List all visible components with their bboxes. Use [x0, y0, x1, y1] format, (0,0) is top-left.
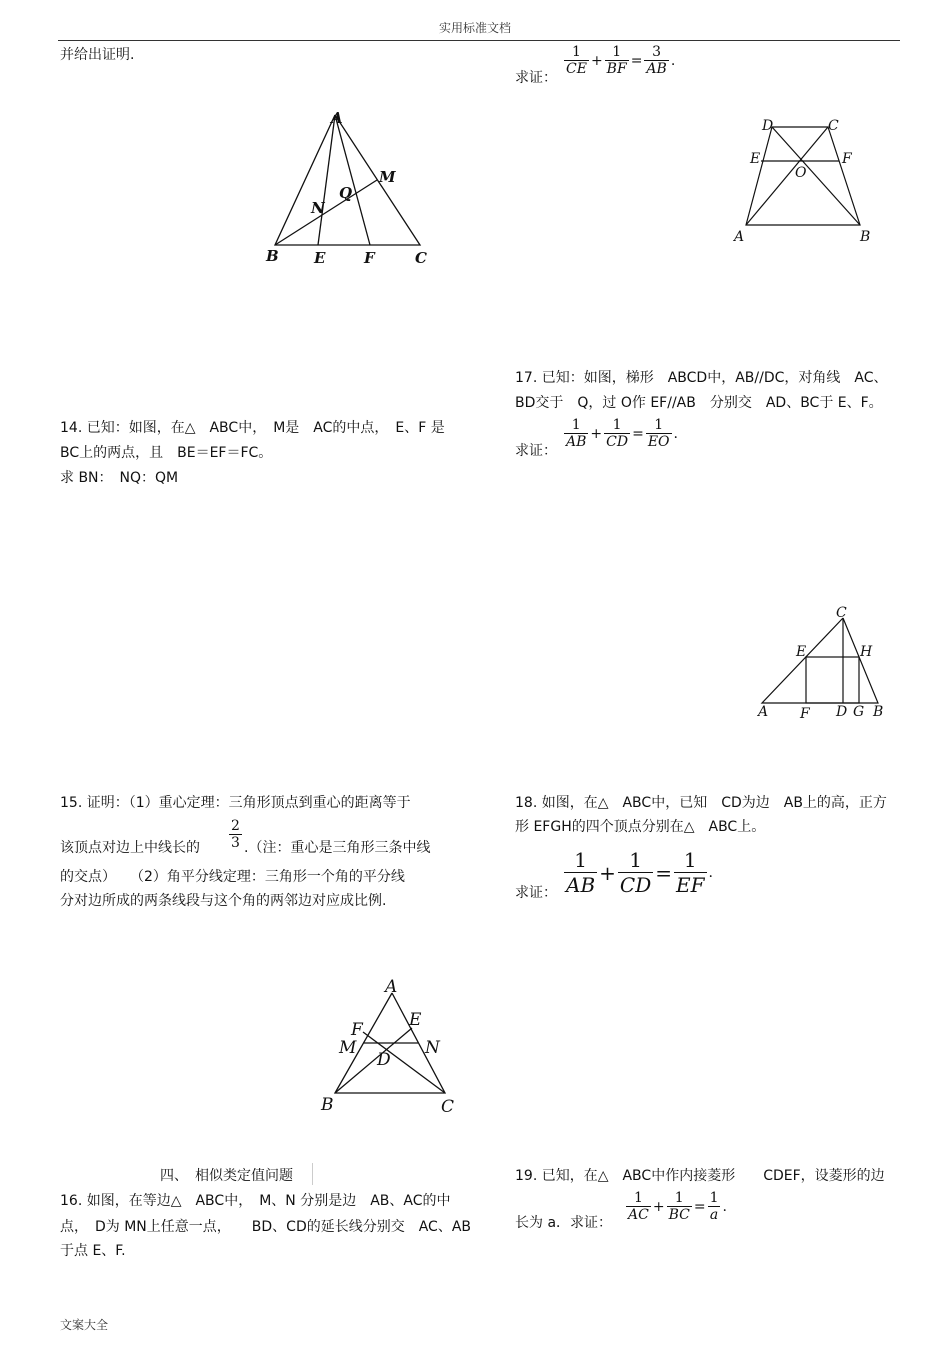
fig18-label-a: A	[758, 704, 769, 720]
eq2-den-3: EO	[647, 434, 670, 450]
p15-line-2-pre: 该顶点对边上中线长的	[60, 840, 200, 856]
eq2-period: .	[673, 425, 678, 442]
fig18-label-h: H	[860, 644, 873, 660]
eq2-num-1: 1	[571, 417, 581, 433]
fig17-label-f: F	[842, 151, 852, 167]
fig18-label-e: E	[796, 644, 807, 660]
fig18-label-b: B	[873, 704, 884, 720]
eq1-den-3: AB	[646, 61, 667, 77]
eq1-period: .	[670, 52, 676, 69]
eq1-num-3: 3	[652, 44, 662, 60]
fig16-label-b: B	[321, 1095, 334, 1115]
fig16-label-f: F	[351, 1020, 363, 1040]
eq3-den-1: AB	[566, 873, 596, 897]
eq1-den-1: CE	[566, 61, 587, 77]
p15-line-4: 分对边所成的两条线段与这个角的两邻边对应成比例.	[60, 893, 387, 909]
eq4-num-1: 1	[633, 1190, 643, 1206]
eq3-den-2: CD	[619, 873, 652, 897]
p17-line-1: 17. 已知：如图，梯形 ABCD中，AB//DC，对角线 AC、	[515, 370, 888, 386]
fig14-label-a: A	[331, 109, 343, 127]
p15-frac-num: 2	[231, 818, 240, 834]
eq4-den-2: BC	[668, 1207, 690, 1223]
p14-line-2: BC上的两点，且 BE＝EF＝FC。	[60, 445, 273, 461]
p16-line-1: 16. 如图，在等边△ ABC中， M、N 分别是边 AB、AC的中	[60, 1193, 451, 1209]
eq3-den-3: EF	[676, 873, 705, 897]
eq2-den-2: CD	[606, 434, 629, 450]
eq2-formula	[563, 417, 679, 450]
fig16-label-e: E	[409, 1010, 422, 1030]
eq3-proof-label: 求证：	[515, 885, 557, 901]
eq3-num-3: 1	[683, 848, 697, 872]
eq4-den-3: a	[709, 1207, 719, 1223]
eq3-formula	[563, 848, 714, 897]
eq1-formula	[563, 44, 676, 77]
p18-line-2: 形 EFGH的四个顶点分别在△ ABC上。	[515, 819, 766, 835]
figure-18-triangle-square	[750, 600, 895, 725]
p19-line-2: 长为 a．求证：	[515, 1215, 613, 1231]
page-header-title: 实用标准文档	[438, 21, 511, 35]
fig18-label-c: C	[836, 605, 847, 621]
eq1-den-2: BF	[606, 61, 627, 77]
eq2-plus: +	[590, 425, 603, 442]
fig18-label-d: D	[836, 704, 848, 720]
p14-line-1: 14. 已知：如图，在△ ABC中， M是 AC的中点， E、F 是	[60, 420, 445, 436]
p15-frac-den: 3	[231, 835, 240, 851]
figure-17-trapezoid	[730, 115, 880, 250]
section-divider	[312, 1163, 313, 1185]
fig16-label-m: M	[339, 1038, 357, 1058]
eq4-plus: +	[652, 1198, 665, 1215]
fig17-label-a: A	[734, 229, 745, 245]
fig16-label-c: C	[441, 1097, 455, 1117]
eq4-formula	[625, 1190, 728, 1223]
eq4-den-1: AC	[628, 1207, 649, 1223]
fig18-label-f: F	[800, 706, 810, 722]
p16-line-3: 于点 E、F.	[60, 1243, 126, 1259]
eq4-num-2: 1	[674, 1190, 684, 1206]
eq3-equals: =	[655, 860, 673, 885]
fig17-label-o: O	[795, 165, 807, 181]
fig16-label-a: A	[385, 977, 398, 997]
eq1-num-1: 1	[572, 44, 581, 60]
fig14-label-n: N	[311, 199, 325, 217]
eq3-num-1: 1	[574, 848, 587, 872]
eq2-proof-label: 求证：	[515, 443, 557, 459]
fig18-label-g: G	[853, 704, 865, 720]
section-title: 四、 相似类定值问题	[160, 1168, 293, 1184]
eq1-plus: +	[590, 52, 603, 69]
eq4-num-3: 1	[709, 1190, 719, 1206]
p15-line-2-post: .（注：重心是三角形三条中线	[244, 840, 431, 856]
fig17-label-d: D	[762, 118, 774, 134]
fig16-label-d: D	[377, 1050, 391, 1070]
eq2-equals: =	[632, 425, 644, 442]
eq4-equals: =	[693, 1198, 706, 1215]
fig16-label-n: N	[425, 1038, 440, 1058]
fig17-label-b: B	[860, 229, 871, 245]
eq4-period: .	[722, 1198, 727, 1215]
eq3-num-2: 1	[629, 848, 642, 872]
eq3-period: .	[708, 864, 713, 881]
intro-text: 并给出证明.	[60, 47, 135, 63]
p16-line-2: 点， D为 MN上任意一点， BD、CD的延长线分别交 AC、AB	[60, 1219, 472, 1235]
fig14-label-q: Q	[339, 184, 353, 202]
eq2-num-2: 1	[612, 417, 622, 433]
p15-two-thirds-fraction	[228, 818, 243, 851]
eq3-plus: +	[599, 860, 616, 885]
fig14-label-m: M	[379, 168, 396, 186]
figure-14-triangle	[255, 105, 435, 270]
header-divider	[58, 40, 900, 41]
fig14-label-c: C	[415, 249, 427, 267]
eq2-num-3: 1	[654, 417, 664, 433]
fig14-label-e: E	[314, 249, 326, 267]
fig17-label-e: E	[750, 151, 761, 167]
p19-line-1: 19. 已知，在△ ABC中作内接菱形 CDEF，设菱形的边	[515, 1168, 885, 1184]
p14-line-3: 求 BN： NQ：QM	[60, 470, 179, 486]
p17-line-2: BD交于 Q，过 O作 EF//AB 分别交 AD、BC于 E、F。	[515, 395, 883, 411]
fig14-label-b: B	[266, 247, 279, 265]
figure-16-triangle	[315, 975, 475, 1120]
fig17-label-c: C	[828, 118, 839, 134]
eq2-den-1: AB	[566, 434, 587, 450]
eq1-num-2: 1	[612, 44, 622, 60]
fig14-label-f: F	[364, 249, 375, 267]
p15-line-3: 的交点） （2）角平分线定理：三角形一个角的平分线	[60, 869, 405, 885]
p18-line-1: 18. 如图，在△ ABC中，已知 CD为边 AB上的高，正方	[515, 795, 887, 811]
eq1-proof-label: 求证：	[515, 70, 557, 86]
p15-line-1: 15. 证明：（1）重心定理：三角形顶点到重心的距离等于	[60, 795, 411, 811]
eq1-equals: =	[630, 52, 643, 69]
page-footer: 文案大全	[60, 1318, 109, 1332]
